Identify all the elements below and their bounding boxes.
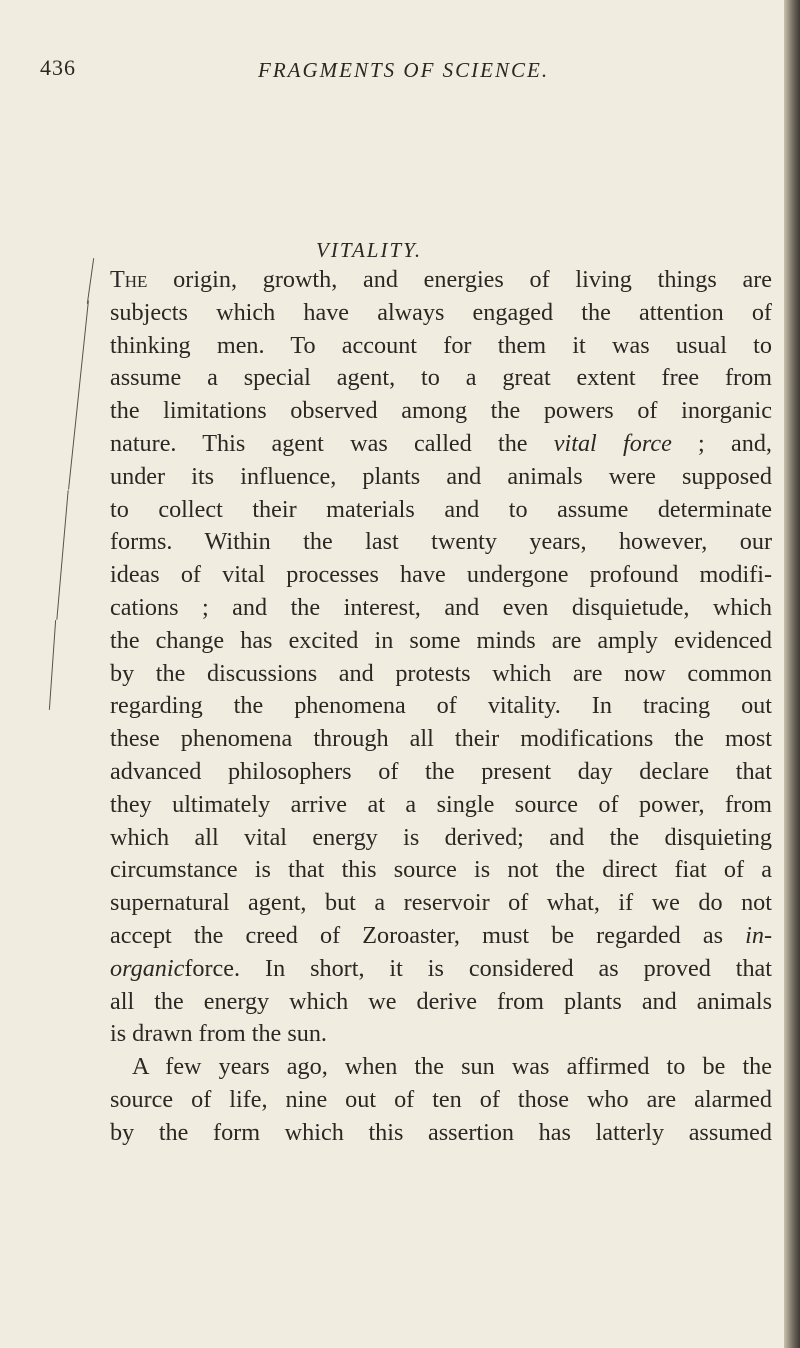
text-line: subjects which have always engaged the attention of	[110, 298, 772, 326]
text-line: ideas of vital processes have undergone profound modifi-	[110, 561, 772, 589]
paragraph	[110, 264, 772, 1051]
text-line: cations ; and the interest, and even disquietude, which	[110, 593, 772, 621]
text-line: regarding the phenomena of vitality. In tracing out	[110, 692, 772, 720]
italic-term: organic	[110, 954, 185, 982]
opening-word: The	[110, 266, 148, 293]
text-line: under its influence, plants and animals were supposed	[110, 462, 772, 490]
margin-pencil-mark	[49, 620, 56, 710]
text-line: The origin, growth, and energies of living things are	[110, 266, 772, 293]
text-line: these phenomena through all their modifications the most	[110, 725, 772, 753]
text-line: the limitations observed among the powers of inorganic	[110, 397, 772, 425]
text-line: all the energy which we derive from plants and animals	[110, 987, 772, 1015]
text-line: thinking men. To account for them it was usual to	[110, 331, 772, 359]
section-title: VITALITY.	[316, 238, 423, 262]
running-head: FRAGMENTS OF SCIENCE.	[258, 58, 550, 82]
paragraph	[110, 1051, 772, 1149]
text-line: the change has excited in some minds are amply evidenced	[110, 626, 772, 654]
italic-term: vital force	[553, 429, 672, 457]
text-line: by the form which this assertion has latterly assumed	[110, 1118, 772, 1146]
margin-pencil-mark	[56, 490, 68, 620]
text-line: assume a special agent, to a great extent free from	[110, 364, 772, 392]
text-line: is drawn from the sun.	[110, 1020, 327, 1048]
text-line: organicforce. In short, it is considered as proved that	[110, 954, 772, 982]
text-line: by the discussions and protests which are now common	[110, 659, 772, 687]
text-line: A few years ago, when the sun was affirmed to be the	[132, 1053, 772, 1081]
text-line: source of life, nine out of ten of those who are alarmed	[110, 1085, 772, 1113]
text-line: supernatural agent, but a reservoir of what, if we do not	[110, 889, 772, 917]
margin-pencil-mark	[87, 258, 94, 304]
text-line: they ultimately arrive at a single source of power, from	[110, 790, 772, 818]
margin-pencil-mark	[68, 300, 89, 489]
italic-term: in-	[745, 921, 772, 949]
text-line: advanced philosophers of the present day declare that	[110, 757, 772, 785]
text-line: accept the creed of Zoroaster, must be regarded as in-	[110, 921, 772, 949]
page-gutter	[784, 0, 800, 1348]
text-line: circumstance is that this source is not the direct fiat of a	[110, 856, 772, 884]
page-number: 436	[40, 55, 76, 80]
text-line: to collect their materials and to assume determinate	[110, 495, 772, 523]
text-line: which all vital energy is derived; and the disquieting	[110, 823, 772, 851]
body-text	[110, 264, 772, 1150]
text-line: nature. This agent was called the vital force ; and,	[110, 429, 772, 457]
text-line: forms. Within the last twenty years, however, our	[110, 528, 772, 556]
